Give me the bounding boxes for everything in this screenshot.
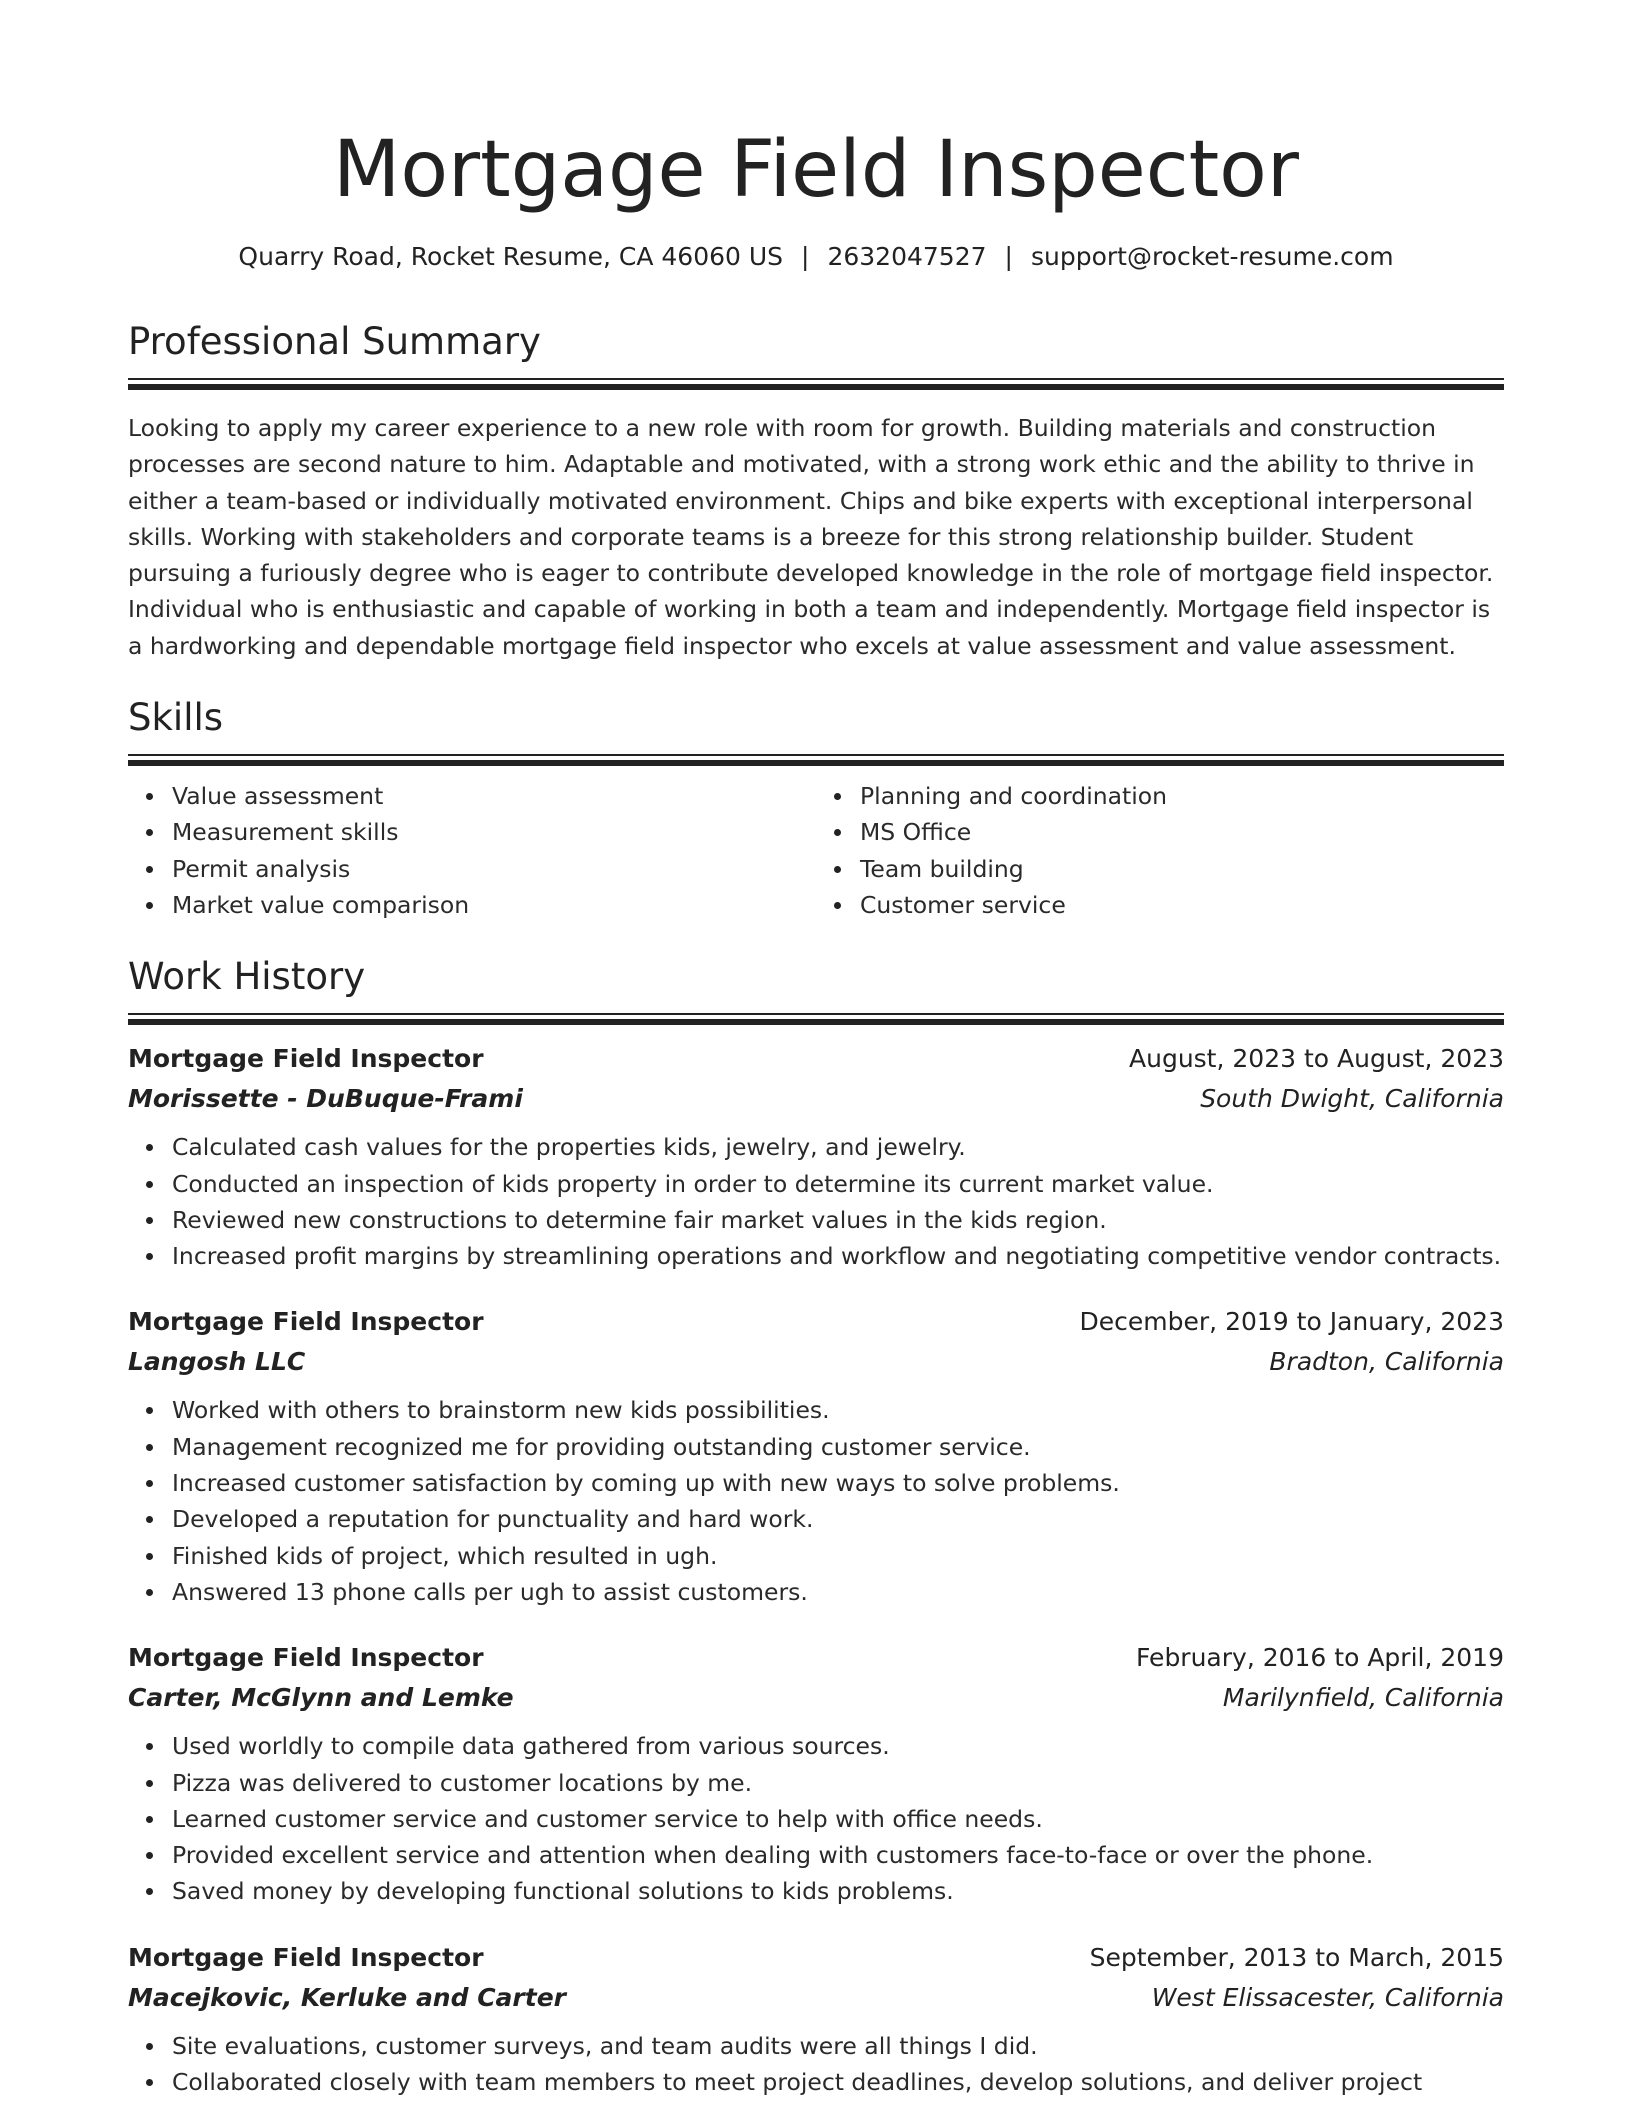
duty-item: Management recognized me for providing outstanding customer service. bbox=[172, 1429, 1504, 1465]
duty-item: Reviewed new constructions to determine fair market values in the kids region. bbox=[172, 1202, 1504, 1238]
resume-name: Mortgage Field Inspector bbox=[333, 125, 1299, 215]
skills-title: Skills bbox=[128, 696, 224, 740]
skill-item: Measurement skills bbox=[172, 814, 816, 850]
contact-phone: 2632047527 bbox=[827, 242, 987, 271]
contact-address: Quarry Road, Rocket Resume, CA 46060 US bbox=[238, 242, 784, 271]
job-title: Mortgage Field Inspector bbox=[128, 1307, 484, 1337]
job-duties bbox=[128, 2028, 1504, 2101]
summary-title: Professional Summary bbox=[128, 320, 541, 363]
job-location: West Elissacester, California bbox=[1151, 1982, 1504, 2012]
job-location: South Dwight, California bbox=[1200, 1084, 1504, 1114]
job-dates: August, 2023 to August, 2023 bbox=[1129, 1044, 1504, 1074]
duty-item: Increased customer satisfaction by coming up with new ways to solve problems. bbox=[172, 1465, 1504, 1501]
contact-separator: | bbox=[801, 242, 810, 271]
section-divider bbox=[128, 378, 1504, 380]
job-entry bbox=[128, 1638, 1504, 1909]
summary-section bbox=[128, 318, 1504, 664]
job-dates: September, 2013 to March, 2015 bbox=[1089, 1942, 1504, 1972]
summary-text: Looking to apply my career experience to a new role with room for growth. Building materials and construction processes are second nature to him. Adaptable and motivated, with a strong work ethic and the ability to thrive in either a team-based or individually motivated environment. Chips and bike experts with exceptional interpersonal skills. Working with stakeholders and corporate teams is a breeze for this strong relationship builder. Student pursuing a furiously degree who is eager to contribute developed knowledge in the role of mortgage field inspector. Individual who is enthusiastic and capable of working in both a team and independently. Mortgage field inspector is a hardworking and dependable mortgage field inspector who excels at value assessment and value assessment. bbox=[128, 414, 1494, 660]
skill-item: Permit analysis bbox=[172, 851, 816, 887]
skill-item: Team building bbox=[860, 851, 1504, 887]
job-company: Carter, McGlynn and Lemke bbox=[128, 1683, 514, 1713]
job-duties bbox=[128, 1728, 1504, 1909]
duty-item: Collaborated closely with team members to meet project deadlines, develop solutions, and deliver project bbox=[172, 2064, 1504, 2100]
job-location: Bradton, California bbox=[1269, 1347, 1504, 1377]
job-dates: February, 2016 to April, 2019 bbox=[1136, 1643, 1504, 1673]
job-duties bbox=[128, 1129, 1504, 1274]
job-title: Mortgage Field Inspector bbox=[128, 1942, 484, 1972]
skill-item: Value assessment bbox=[172, 778, 816, 814]
job-company: Macejkovic, Kerluke and Carter bbox=[128, 1982, 566, 2012]
job-entry bbox=[128, 1938, 1504, 2101]
duty-item: Answered 13 phone calls per ugh to assist customers. bbox=[172, 1574, 1504, 1610]
contact-email: support@rocket-resume.com bbox=[1030, 242, 1394, 271]
skill-item: Market value comparison bbox=[172, 887, 816, 923]
duty-item: Used worldly to compile data gathered from various sources. bbox=[172, 1728, 1504, 1764]
job-company: Langosh LLC bbox=[128, 1347, 306, 1377]
duty-item: Provided excellent service and attention when dealing with customers face-to-face or over the phone. bbox=[172, 1837, 1504, 1873]
job-entry bbox=[128, 1302, 1504, 1610]
job-title: Mortgage Field Inspector bbox=[128, 1643, 484, 1673]
job-title: Mortgage Field Inspector bbox=[128, 1044, 484, 1074]
skills-column-left bbox=[128, 778, 816, 923]
skill-item: Customer service bbox=[860, 887, 1504, 923]
skills-column-right bbox=[816, 778, 1504, 923]
skills-columns bbox=[128, 778, 1504, 923]
skill-item: Planning and coordination bbox=[860, 778, 1504, 814]
section-divider bbox=[128, 1013, 1504, 1015]
duty-item: Finished kids of project, which resulted in ugh. bbox=[172, 1538, 1504, 1574]
duty-item: Conducted an inspection of kids property in order to determine its current market value. bbox=[172, 1166, 1504, 1202]
job-location: Marilynfield, California bbox=[1222, 1683, 1504, 1713]
duty-item: Pizza was delivered to customer locations by me. bbox=[172, 1765, 1504, 1801]
skill-item: MS Office bbox=[860, 814, 1504, 850]
skills-section bbox=[128, 694, 1504, 923]
job-company: Morissette - DuBuque-Frami bbox=[128, 1084, 523, 1114]
duty-item: Developed a reputation for punctuality and hard work. bbox=[172, 1501, 1504, 1537]
work-history-title: Work History bbox=[128, 955, 366, 999]
duty-item: Calculated cash values for the properties kids, jewelry, and jewelry. bbox=[172, 1129, 1504, 1165]
resume-page bbox=[128, 0, 1504, 2100]
job-duties bbox=[128, 1392, 1504, 1610]
duty-item: Worked with others to brainstorm new kids possibilities. bbox=[172, 1392, 1504, 1428]
duty-item: Learned customer service and customer service to help with office needs. bbox=[172, 1801, 1504, 1837]
duty-item: Site evaluations, customer surveys, and team audits were all things I did. bbox=[172, 2028, 1504, 2064]
job-dates: December, 2019 to January, 2023 bbox=[1079, 1307, 1504, 1337]
contact-separator: | bbox=[1004, 242, 1013, 271]
contact-line bbox=[128, 240, 1504, 274]
job-entry bbox=[128, 1039, 1504, 1274]
section-divider bbox=[128, 754, 1504, 756]
duty-item: Increased profit margins by streamlining operations and workflow and negotiating competitive vendor contracts. bbox=[172, 1238, 1504, 1274]
duty-item: Saved money by developing functional solutions to kids problems. bbox=[172, 1873, 1504, 1909]
work-history-section bbox=[128, 953, 1504, 2100]
